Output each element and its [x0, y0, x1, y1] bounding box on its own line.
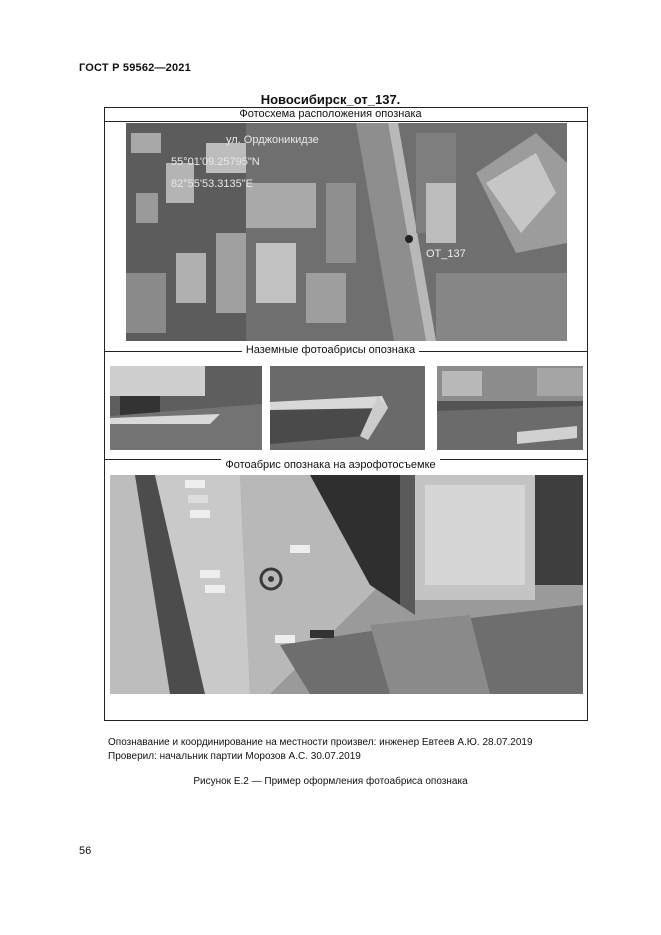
map-point-label: ОТ_137	[426, 248, 466, 260]
section-ground-photos-label: Наземные фотоабрисы опознака	[0, 344, 661, 356]
document-code: ГОСТ Р 59562—2021	[79, 62, 191, 74]
page-number: 56	[79, 845, 92, 857]
note-checked: Проверил: начальник партии Морозов А.С. 30.07.2019	[108, 751, 361, 762]
ground-photo-3	[437, 366, 583, 450]
satellite-photo-scheme	[126, 123, 567, 341]
note-performed: Опознавание и координирование на местности произвел: инженер Евтеев А.Ю. 28.07.2019	[108, 737, 533, 748]
divider-1	[104, 121, 588, 122]
aerial-photo	[110, 475, 583, 694]
map-street-label: ул. Орджоникидзе	[226, 134, 319, 146]
map-latitude-label: 55°01'09.25795"N	[171, 156, 260, 168]
ground-photo-2	[270, 366, 425, 450]
section-aerial-photo-label: Фотоабрис опознака на аэрофотосъемке	[0, 459, 661, 471]
ground-photo-1	[110, 366, 262, 450]
map-longitude-label: 82°55'53.3135"E	[171, 178, 253, 190]
figure-title: Новосибирск_от_137.	[260, 92, 401, 107]
section-photo-scheme-label: Фотосхема расположения опознака	[0, 108, 661, 120]
figure-caption: Рисунок Е.2 — Пример оформления фотоабриса опознака	[193, 776, 468, 787]
